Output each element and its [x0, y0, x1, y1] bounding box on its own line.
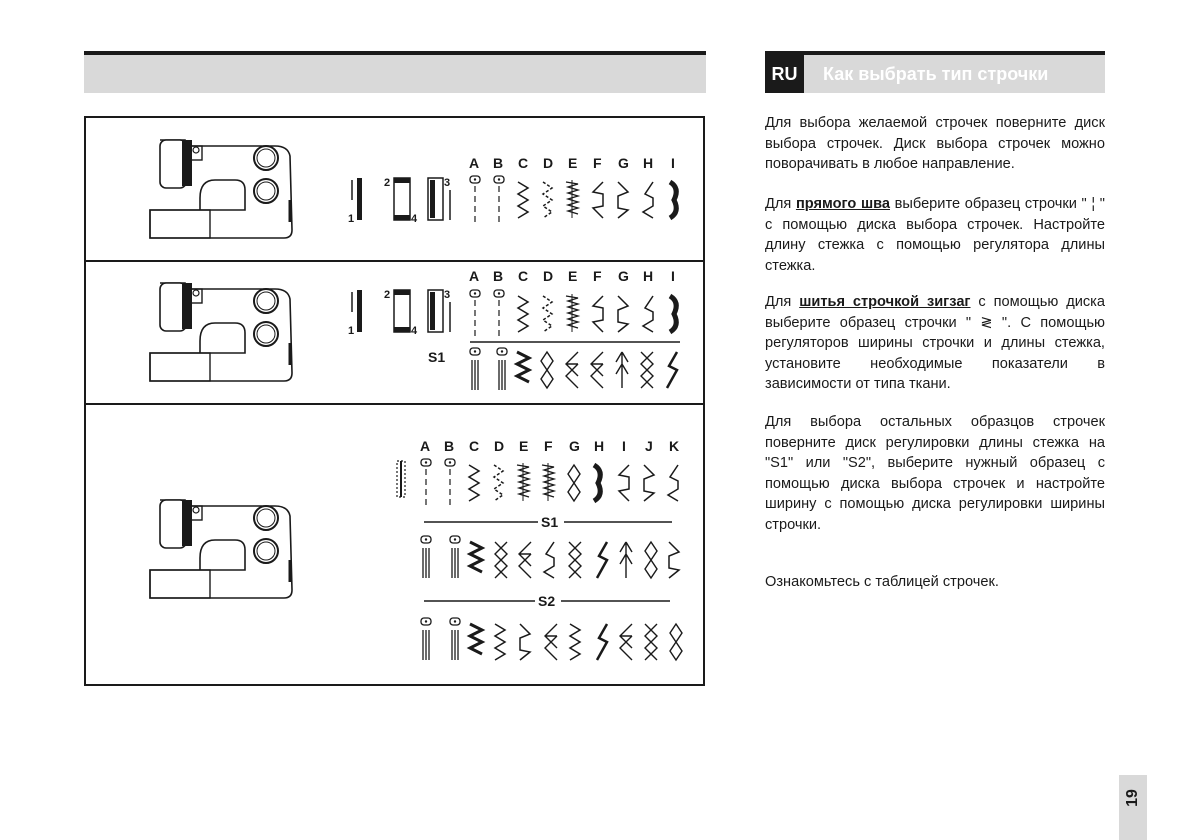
stitch-patterns-row1: [470, 176, 676, 222]
s1-label: S1: [428, 349, 446, 365]
paragraph-other-patterns: Для выбора остальных образцов строчек поверните диск регулировки длины стежка на "S1" или "S2", выберите нужный образец с помощью диска выбора строчек и настройте ширину с помощью диска регулировки ширины строчки.: [765, 414, 1105, 533]
pattern-letter: E: [568, 268, 578, 284]
svg-text:2: 2: [384, 289, 391, 301]
pattern-letter: C: [518, 155, 529, 171]
stitch-patterns-row3-s1: [421, 536, 679, 578]
zigzag-stitch-icon: ≷: [980, 314, 993, 331]
stitch-patterns-row3-s2: [421, 618, 682, 660]
pattern-letter: D: [494, 438, 505, 454]
language-badge: RU: [765, 55, 804, 93]
pattern-letters-row2: [469, 268, 675, 284]
pattern-letter: I: [671, 268, 675, 284]
s1-label: S1: [541, 514, 559, 530]
pattern-letter: A: [469, 268, 480, 284]
section-title: Как выбрать тип строчки: [823, 64, 1049, 84]
zigzag-term: шитья строчкой зигзаг: [799, 294, 971, 310]
paragraph-intro: Для выбора желаемой строчек поверните диск выбора строчек. Диск выбора строчек можно поворачивать в любое направление.: [765, 115, 1105, 172]
sewing-machine-illustration: [150, 283, 292, 381]
pattern-letter: H: [643, 155, 654, 171]
pattern-letter: A: [469, 155, 480, 171]
pattern-letter: K: [669, 438, 680, 454]
stitch-patterns-row3: [421, 459, 678, 505]
pattern-letter: F: [593, 268, 602, 284]
straight-stitch-term: прямого шва: [795, 196, 890, 212]
pattern-letter: E: [568, 155, 578, 171]
svg-text:1: 1: [348, 213, 355, 225]
pattern-letter: C: [518, 268, 529, 284]
pattern-letters-row1: [469, 155, 675, 171]
paragraph-straight-stitch: Для прямого шва выберите образец строчки " ¦ " с помощью диска выбора строчек. Настройте длину стежка с помощью регулятора длины стежка.: [765, 196, 1105, 274]
straight-stitch-icon: ¦: [1091, 196, 1096, 212]
pattern-letter: F: [593, 155, 602, 171]
pattern-letter: G: [569, 438, 580, 454]
stitch-patterns-row2: [470, 290, 676, 336]
svg-text:4: 4: [411, 325, 418, 337]
pattern-letter: B: [493, 268, 504, 284]
pattern-letter: C: [469, 438, 480, 454]
svg-text:3: 3: [444, 289, 451, 301]
svg-text:3: 3: [444, 177, 451, 189]
pattern-letter: I: [622, 438, 626, 454]
pattern-letter: B: [444, 438, 455, 454]
pattern-letter: H: [594, 438, 605, 454]
pattern-letter: G: [618, 155, 629, 171]
pattern-letter: H: [643, 268, 654, 284]
dial-positions: [348, 177, 450, 225]
svg-text:1: 1: [348, 325, 355, 337]
dial-position-icon: [397, 461, 405, 497]
pattern-letter: F: [544, 438, 553, 454]
pattern-letter: G: [618, 268, 629, 284]
svg-text:2: 2: [384, 177, 391, 189]
pattern-letter: A: [420, 438, 431, 454]
pattern-letter: B: [493, 155, 504, 171]
sewing-machine-illustration: [150, 140, 292, 238]
pattern-letter: E: [519, 438, 529, 454]
pattern-letter: D: [543, 268, 554, 284]
pattern-letter: D: [543, 155, 554, 171]
dial-positions: [348, 289, 450, 337]
pattern-letters-row3: [420, 438, 679, 454]
sewing-machine-illustration: [150, 500, 292, 598]
pattern-letter: I: [671, 155, 675, 171]
page-number: 19: [1123, 788, 1141, 807]
pattern-letter: J: [645, 438, 653, 454]
svg-text:4: 4: [411, 213, 418, 225]
stitch-patterns-row2-s1: [470, 348, 677, 390]
paragraph-table-ref: Ознакомьтесь с таблицей строчек.: [765, 574, 999, 590]
s2-label: S2: [538, 593, 556, 609]
paragraph-zigzag: Для шитья строчкой зигзаг с помощью диска выберите образец строчки " ≷ ". С помощью регуляторов ширины строчки и длины стежка, установите необходимые показатели в зависимости от типа ткани.: [765, 294, 1105, 392]
